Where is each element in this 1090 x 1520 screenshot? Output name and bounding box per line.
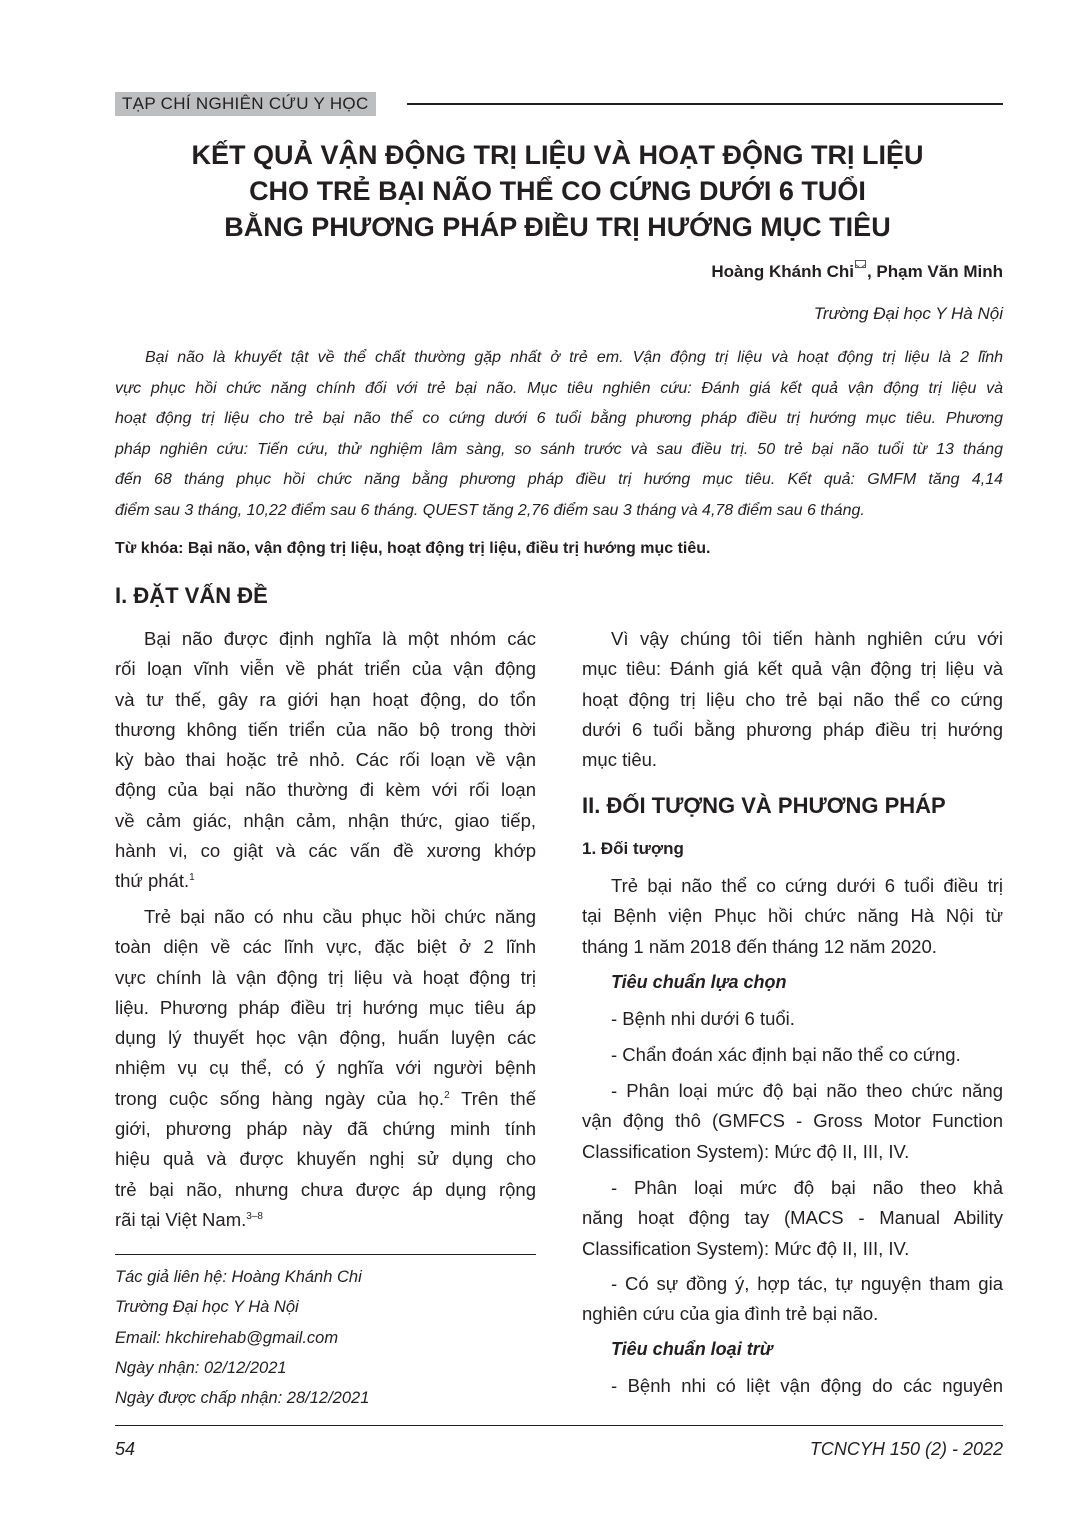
subjects-paragraph [582, 871, 1003, 962]
inclusion-item [582, 1173, 1003, 1264]
abstract-line: vực phục hồi chức năng chính đối với trẻ bại não. Mục tiêu nghiên cứu: Đánh giá kết quả vận động trị liệu và [115, 379, 1003, 397]
text-line: thương không tiến triển của não bộ trong thời [115, 718, 536, 740]
author-name: , Phạm Văn Minh [866, 262, 1003, 281]
text-line: hiệu quả và được khuyến nghị sử dụng cho [115, 1148, 536, 1170]
intro-paragraph-1 [115, 624, 536, 897]
text-line [115, 1205, 536, 1235]
author-name: Hoàng Khánh Chi [711, 262, 854, 281]
text-line [115, 866, 536, 896]
text-line: Trẻ bại não có nhu cầu phục hồi chức năng [144, 906, 536, 927]
footnote-line: Tác giả liên hệ: Hoàng Khánh Chi [115, 1268, 362, 1286]
text-line: liệu. Phương pháp điều trị hướng mục tiêu áp [115, 996, 536, 1018]
text-line: dưới 6 tuổi bằng phương pháp điều trị hướng [582, 718, 1003, 740]
inclusion-item [582, 1269, 1003, 1330]
text-line: - Có sự đồng ý, hợp tác, tự nguyện tham gia [611, 1273, 1003, 1294]
citation-ref: 3–8 [246, 1210, 263, 1222]
intro-paragraph-2 [115, 902, 536, 1235]
text-line: dụng lý thuyết học vận động, huấn luyện các [115, 1027, 536, 1049]
correspondence-footnote [115, 1262, 369, 1413]
title-line: KẾT QUẢ VẬN ĐỘNG TRỊ LIỆU VÀ HOẠT ĐỘNG TRỊ LIỆU [191, 140, 924, 170]
text-fragment: rãi tại Việt Nam. [115, 1208, 247, 1230]
footer-journal-citation: TCNCYH 150 (2) - 2022 [809, 1439, 1003, 1459]
text-fragment: Trên thế [449, 1087, 536, 1109]
article-title [95, 137, 1020, 245]
title-line: CHO TRẺ BẠI NÃO THỂ CO CỨNG DƯỚI 6 TUỔI [249, 176, 866, 206]
text-line [115, 1084, 536, 1114]
text-line: - Phân loại mức độ bại não theo khả [611, 1177, 1003, 1198]
text-line: năng hoạt động tay (MACS - Manual Ability [582, 1207, 1003, 1229]
text-line: tháng 1 năm 2018 đến tháng 12 năm 2020. [582, 935, 937, 957]
text-line: vận động thô (GMFCS - Gross Motor Function [582, 1110, 1003, 1132]
footnote-rule [115, 1254, 536, 1255]
citation-ref: 1 [189, 872, 195, 884]
abstract [115, 343, 1003, 526]
text-line: giới, phương pháp này đã chứng minh tính [115, 1118, 536, 1140]
journal-header [115, 92, 1003, 116]
text-line: mục tiêu. [582, 749, 658, 771]
abstract-line: điểm sau 3 tháng, 10,22 điểm sau 6 tháng. QUEST tăng 2,76 điểm sau 3 tháng và 4,78 điểm sau 6 tháng. [115, 501, 865, 519]
citation-ref: 2 [444, 1089, 450, 1101]
keywords: Từ khóa: Bại não, vận động trị liệu, hoạt động trị liệu, điều trị hướng mục tiêu. [115, 540, 711, 557]
inclusion-item [582, 1076, 1003, 1167]
subsection-heading-subjects: 1. Đối tượng [582, 839, 684, 858]
inclusion-criteria-heading: Tiêu chuẩn lựa chọn [611, 972, 787, 992]
text-line: kỳ bào thai hoặc trẻ nhỏ. Các rối loạn về vận [115, 749, 536, 771]
text-line: mục tiêu: Đánh giá kết quả vận động trị liệu và [582, 658, 1003, 680]
text-line: hoạt động trị liệu cho trẻ bại não thể co cứng [582, 688, 1003, 710]
text-line: Vì vậy chúng tôi tiến hành nghiên cứu với [611, 628, 1003, 649]
text-line: - Bệnh nhi dưới 6 tuổi. [611, 1008, 795, 1029]
text-line: tại Bệnh viện Phục hồi chức năng Hà Nội từ [582, 905, 1003, 927]
envelope-icon [855, 260, 866, 268]
footer-rule [115, 1425, 1003, 1426]
footnote-line: Email: hkchirehab@gmail.com [115, 1328, 339, 1347]
affiliation: Trường Đại học Y Hà Nội [813, 304, 1003, 323]
intro-paragraph-3 [582, 624, 1003, 775]
text-line: Trẻ bại não thể co cứng dưới 6 tuổi điều trị [611, 875, 1003, 896]
text-line: nghiên cứu của gia đình trẻ bại não. [582, 1303, 879, 1325]
text-line: nhiệm vụ cụ thể, có ý nghĩa với người bệnh [115, 1057, 536, 1079]
text-line: vực chính là vận động trị liệu và hoạt động trị [115, 966, 536, 988]
journal-label: TẠP CHÍ NGHIÊN CỨU Y HỌC [115, 92, 376, 116]
exclusion-item [582, 1371, 1003, 1401]
page-number: 54 [115, 1439, 136, 1459]
text-line: - Bệnh nhi có liệt vận động do các nguyên [611, 1375, 1003, 1396]
text-line: về cảm giác, nhận cảm, nhận thức, giao tiếp, [115, 809, 536, 831]
title-line: BẰNG PHƯƠNG PHÁP ĐIỀU TRỊ HƯỚNG MỤC TIÊU [224, 212, 891, 242]
text-fragment: trong cuộc sống hàng ngày của họ. [115, 1087, 445, 1109]
text-line: và tư thế, gây ra giới hạn hoạt động, do tổn [115, 688, 536, 710]
abstract-line: hoạt động trị liệu cho trẻ bại não thể co cứng dưới 6 tuổi bằng phương pháp điều trị hướng mục tiêu. Phương [115, 410, 1003, 427]
text-line: rối loạn vĩnh viễn về phát triển của vận động [115, 658, 536, 680]
text-line: - Chẩn đoán xác định bại não thể co cứng. [611, 1044, 961, 1065]
text-line: Classification System): Mức độ II, III, IV. [582, 1237, 910, 1259]
inclusion-item [582, 1004, 1003, 1034]
header-rule [407, 103, 1003, 105]
abstract-line: pháp nghiên cứu: Tiến cứu, thử nghiệm lâm sàng, so sánh trước và sau điều trị. 50 trẻ bại não tuổi từ 13 tháng [115, 440, 1003, 458]
footnote-line: Ngày được chấp nhận: 28/12/2021 [115, 1389, 370, 1408]
author-list [711, 262, 1003, 282]
section-heading-methods: II. ĐỐI TƯỢNG VÀ PHƯƠNG PHÁP [582, 793, 946, 818]
section-heading-introduction: I. ĐẶT VẤN ĐỀ [115, 583, 268, 608]
text-line: trẻ bại não, nhưng chưa được áp dụng rộng [115, 1178, 536, 1200]
text-line: - Phân loại mức độ bại não theo chức năng [611, 1080, 1003, 1101]
text-line: hành vi, co giật và các vấn đề xương khớp [115, 840, 536, 862]
inclusion-item [582, 1040, 1003, 1070]
text-line: Classification System): Mức độ II, III, IV. [582, 1140, 910, 1162]
text-line: động của bại não thường đi kèm với rối loạn [115, 779, 536, 801]
footnote-line: Trường Đại học Y Hà Nội [115, 1298, 299, 1317]
footnote-line: Ngày nhận: 02/12/2021 [115, 1358, 287, 1377]
text-line: Bại não được định nghĩa là một nhóm các [144, 628, 536, 649]
abstract-line: đến 68 tháng phục hồi chức năng bằng phương pháp điều trị hướng mục tiêu. Kết quả: GMFM tăng 4,14 [115, 471, 1003, 488]
exclusion-criteria-heading: Tiêu chuẩn loại trừ [611, 1339, 773, 1359]
text-line: toàn diện về các lĩnh vực, đặc biệt ở 2 lĩnh [115, 936, 536, 958]
text-fragment: thứ phát. [115, 870, 190, 892]
abstract-line: Bại não là khuyết tật về thể chất thường gặp nhất ở trẻ em. Vận động trị liệu và hoạt động trị liệu là 2 lĩnh [145, 349, 1003, 366]
